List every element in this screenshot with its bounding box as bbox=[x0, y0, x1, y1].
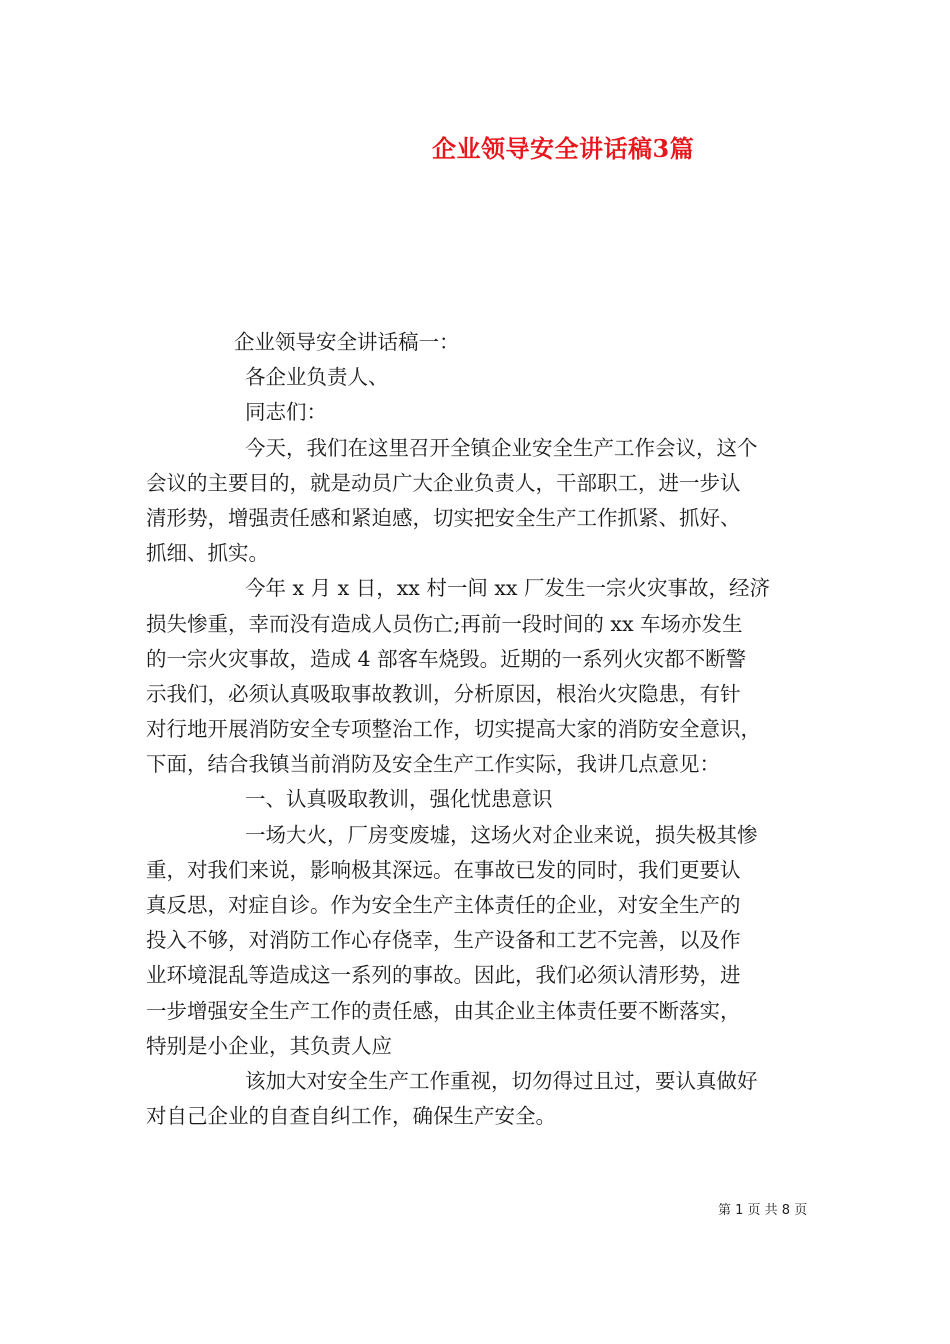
text-line: 下面，结合我镇当前消防及安全生产工作实际，我讲几点意见： bbox=[146, 752, 720, 777]
section-subtitle: 企业领导安全讲话稿一： bbox=[234, 330, 460, 354]
text-line: 对自己企业的自查自纠工作，确保生产安全。 bbox=[146, 1104, 556, 1129]
paragraph bbox=[146, 431, 818, 572]
text-line: 一步增强安全生产工作的责任感，由其企业主体责任要不断落实， bbox=[146, 998, 741, 1023]
paragraph bbox=[146, 818, 818, 1064]
text-line: 损失惨重，幸而没有造成人员伤亡;再前一段时间的 xx 车场亦发生 bbox=[146, 611, 743, 636]
document-title: 企业领导安全讲话稿3篇 bbox=[432, 134, 695, 163]
text-line: 一场大火，厂房变废墟，这场火对企业来说，损失极其惨 bbox=[245, 822, 758, 847]
text-line: 业环境混乱等造成这一系列的事故。因此，我们必须认清形势，进 bbox=[146, 963, 741, 988]
text-line: 的一宗火灾事故，造成 4 部客车烧毁。近期的一系列火灾都不断警 bbox=[146, 646, 747, 671]
text-line: 投入不够，对消防工作心存侥幸，生产设备和工艺不完善，以及作 bbox=[146, 928, 741, 953]
page-number-footer: 第 1 页 共 8 页 bbox=[718, 1203, 808, 1218]
text-line: 重，对我们来说，影响极其深远。在事故已发的同时，我们更要认 bbox=[146, 857, 741, 882]
text-line: 清形势，增强责任感和紧迫感，切实把安全生产工作抓紧、抓好、 bbox=[146, 505, 741, 530]
text-line: 该加大对安全生产工作重视，切勿得过且过，要认真做好 bbox=[245, 1068, 758, 1093]
salutation-line: 各企业负责人、 bbox=[245, 365, 389, 390]
paragraph bbox=[146, 1064, 818, 1134]
text-line: 特别是小企业，其负责人应 bbox=[146, 1033, 392, 1058]
paragraph bbox=[146, 571, 818, 782]
text-line: 对行地开展消防安全专项整治工作，切实提高大家的消防安全意识， bbox=[146, 717, 761, 742]
text-line: 今天，我们在这里召开全镇企业安全生产工作会议，这个 bbox=[245, 435, 758, 460]
section-heading bbox=[146, 782, 818, 817]
heading-line: 一、认真吸取教训，强化忧患意识 bbox=[245, 787, 553, 812]
document-body bbox=[146, 325, 818, 1134]
text-line: 会议的主要目的，就是动员广大企业负责人，干部职工，进一步认 bbox=[146, 470, 741, 495]
text-line: 示我们，必须认真吸取事故教训，分析原因，根治火灾隐患，有针 bbox=[146, 681, 741, 706]
text-line: 真反思，对症自诊。作为安全生产主体责任的企业，对安全生产的 bbox=[146, 893, 741, 917]
text-line: 今年 x 月 x 日，xx 村一间 xx 厂发生一宗火灾事故，经济 bbox=[245, 576, 770, 601]
salutation-line: 同志们： bbox=[245, 400, 327, 425]
text-line: 抓细、抓实。 bbox=[146, 541, 269, 566]
